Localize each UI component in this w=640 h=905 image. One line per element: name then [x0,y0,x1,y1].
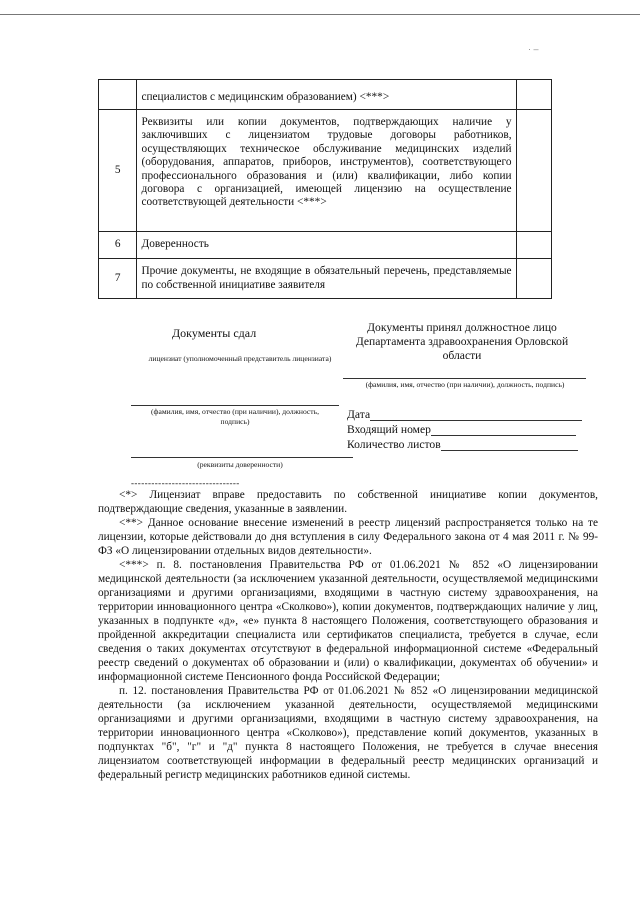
row-number: 5 [99,110,137,232]
row-number [99,80,137,110]
documents-table [98,79,552,299]
official-signature-line [343,378,586,379]
licensee-caption: лицензиат (уполномоченный представитель лицензиата) [148,354,332,363]
footnote-3: <***> п. 8. постановления Правительства РФ от 01.06.2021 № 852 «О лицензировании медицинской деятельности (за исключением указанной деятельности, осуществляемой медицинскими организациями и другими организациями, входящими в частную систему здравоохранения, на территории инновационного центра «Сколково»), копии документов, подтверждающих наличие у лиц, указанных в подпункте «д», «е» пункта 8 настоящего Положения, соответствующего образования и пройденной аккредитации специалиста или сертификатов специалиста, требуется в случае, если сведения о таких документах отсутствуют в федеральной информационной системе «Федеральный реестр сведений о документах об образовании и (или) о квалификации, документах об обучении» и информационной системе Пенсионного фонда Российской Федерации; [98,559,598,683]
row-text: Прочие документы, не входящие в обязательный перечень, представляемые по собственной инициативе заявителя [137,259,516,299]
licensee-name-caption: (фамилия, имя, отчество (при наличии), должность, подпись) [151,407,319,426]
footnote-separator: -------------------------------- [131,478,240,488]
row-number: 7 [99,259,137,299]
footnote-4: п. 12. постановления Правительства РФ от 01.06.2021 № 852 «О лицензировании медицинской деятельности (за исключением указанной деятельности, осуществляемой медицинскими организациями и другими организациями, входящими в частную систему здравоохранения, на территории инновационного центра «Сколково»), представление копий документов, указанных в подпунктах "б", "г" и "д" пункта 8 настоящего Положения, не требуется в случае внесения лицензиатом соответствующей информации в федеральный реестр медицинских организаций и федеральный регистр медицинских работников единой системы. [98,685,598,781]
table-row [99,80,552,110]
date-blank[interactable] [370,409,582,421]
incoming-number-label: Входящий номер [347,423,431,436]
row-mark-cell [516,259,551,299]
footnotes [98,488,598,782]
incoming-number-blank[interactable] [431,424,576,436]
sheet-count-label: Количество листов [347,438,441,451]
row-text: специалистов с медицинским образованием) <***> [137,80,516,110]
date-label: Дата [347,408,371,421]
table-row [99,232,552,259]
sheet-count-blank[interactable] [441,439,578,451]
row-text: Доверенность [137,232,516,259]
official-caption: (фамилия, имя, отчество (при наличии), должность, подпись) [365,380,565,389]
row-mark-cell [516,110,551,232]
footnote-2: <**> Данное основание внесение изменений в реестр лицензий распространяется только на те лицензии, которые действовали до дня вступления в силу Федерального закона от 4 мая 2011 г. № 99-ФЗ «О лицензировании отдельных видов деятельности». [98,517,598,557]
scan-mark: · – [528,44,539,54]
row-text: Реквизиты или копии документов, подтверждающих наличие у заключивших с лицензиатом трудовые договоры работников, осуществляющих техническое обслуживание медицинских изделий (оборудования, аппаратов, приборов, инструментов), соответствующего профессионального образования и (или) квалификации, либо копии договора с организацией, имеющей лицензию на осуществление соответствующей деятельности <***> [137,110,516,232]
incoming-number-field[interactable] [347,423,576,436]
licensee-signature-line [131,405,339,406]
proxy-line [131,457,353,458]
row-number: 6 [99,232,137,259]
sheet-count-field[interactable] [347,438,578,451]
received-by-title: Документы принял должностное лицо Департамента здравоохранения Орловской области [355,321,569,362]
date-field[interactable] [347,408,582,421]
submitted-by-title: Документы сдал [172,326,257,340]
proxy-caption: (реквизиты доверенности) [197,460,283,469]
table-row [99,110,552,232]
row-mark-cell [516,232,551,259]
top-border-line [0,14,640,15]
row-mark-cell [516,80,551,110]
footnote-1: <*> Лицензиат вправе предоставить по собственной инициативе копии документов, подтверждающие сведения, указанные в заявлении. [98,489,598,515]
table-row [99,259,552,299]
